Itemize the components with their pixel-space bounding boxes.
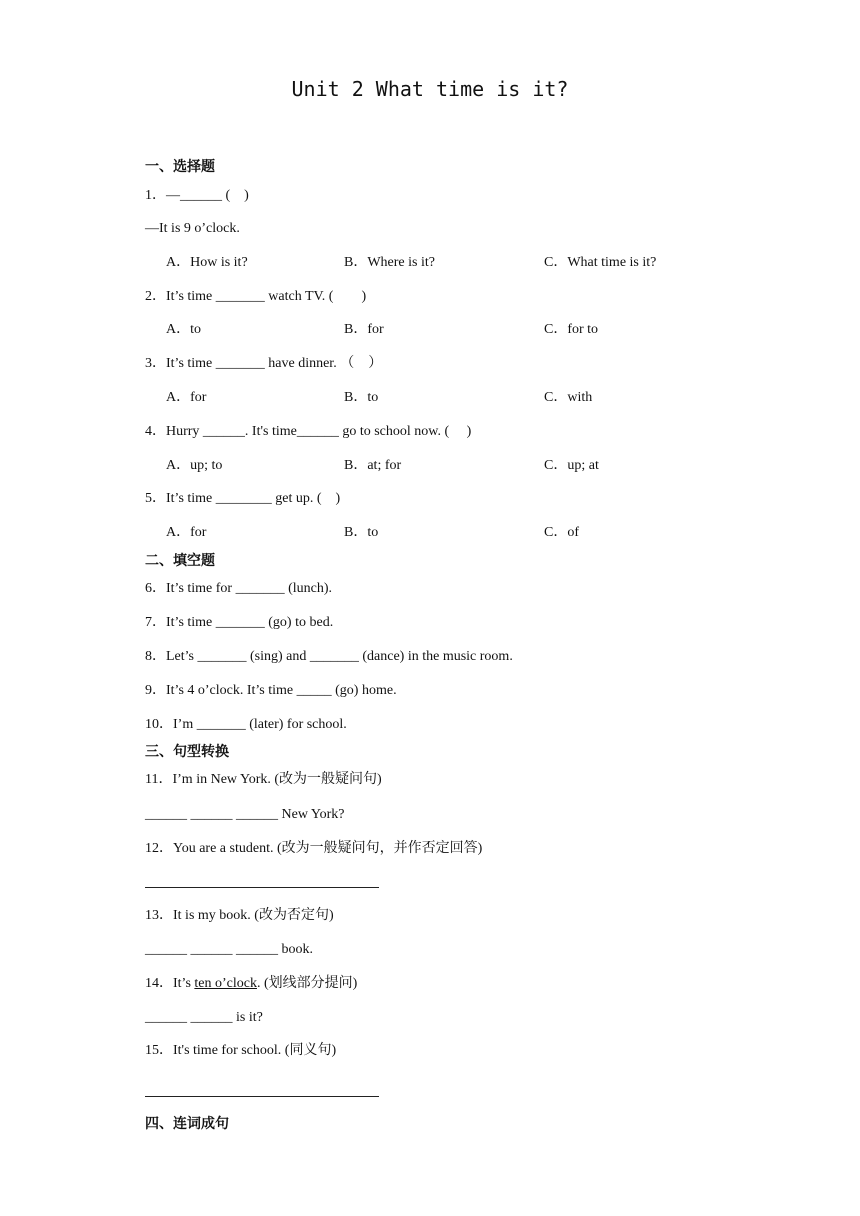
section-heading-transform: 三、句型转换 bbox=[145, 744, 229, 760]
question-4-option-c: C．up; at bbox=[544, 458, 599, 473]
page-title: Unit 2 What time is it? bbox=[291, 77, 569, 101]
question-11-stem: 11．I’m in New York. (改为一般疑问句) bbox=[145, 772, 382, 787]
question-8: 8．Let’s _______ (sing) and _______ (dance) in the music room. bbox=[145, 649, 513, 664]
question-3-stem: 3．It’s time _______ have dinner. （ ） bbox=[145, 356, 383, 371]
question-4-stem: 4．Hurry ______. It's time______ go to school now. ( ) bbox=[145, 424, 472, 439]
question-13-stem: 13．It is my book. (改为否定句) bbox=[145, 908, 334, 923]
question-2-option-b: B．for bbox=[344, 322, 384, 337]
question-10: 10．I’m _______ (later) for school. bbox=[145, 717, 347, 732]
question-9: 9．It’s 4 o’clock. It’s time _____ (go) home. bbox=[145, 683, 397, 698]
section-heading-choice: 一、选择题 bbox=[145, 159, 215, 175]
question-13-answer: ______ ______ ______ book. bbox=[145, 942, 313, 957]
question-1-line2: —It is 9 o’clock. bbox=[145, 221, 240, 236]
question-4-option-b: B．at; for bbox=[344, 458, 402, 473]
question-11-answer: ______ ______ ______ New York? bbox=[145, 807, 345, 822]
question-5-option-a: A．for bbox=[166, 525, 207, 540]
question-15-stem: 15．It's time for school. (同义句) bbox=[145, 1043, 337, 1058]
section-heading-fill: 二、填空题 bbox=[145, 553, 215, 569]
question-1-stem: 1．—______ ( ) bbox=[145, 188, 249, 203]
question-14-answer: ______ ______ is it? bbox=[145, 1010, 263, 1025]
question-1-option-a: A．How is it? bbox=[166, 255, 248, 270]
question-14-underlined-phrase: ten o’clock bbox=[194, 976, 257, 991]
question-3-option-c: C．with bbox=[544, 390, 593, 405]
question-5-option-b: B．to bbox=[344, 525, 379, 540]
question-1-option-b: B．Where is it? bbox=[344, 255, 435, 270]
question-2-option-c: C．for to bbox=[544, 322, 599, 337]
question-2-stem: 2．It’s time _______ watch TV. ( ) bbox=[145, 289, 367, 304]
question-3-option-b: B．to bbox=[344, 390, 379, 405]
question-14-stem-pre: 14．It’s bbox=[145, 976, 195, 991]
question-4-option-a: A．up; to bbox=[166, 458, 223, 473]
section-heading-word-order: 四、连词成句 bbox=[145, 1116, 229, 1132]
question-7: 7．It’s time _______ (go) to bed. bbox=[145, 615, 334, 630]
answer-line-15 bbox=[145, 1096, 379, 1097]
question-12-stem: 12．You are a student. (改为一般疑问句，并作否定回答) bbox=[145, 841, 483, 856]
question-6: 6．It’s time for _______ (lunch). bbox=[145, 581, 333, 596]
question-2-option-a: A．to bbox=[166, 322, 201, 337]
question-5-option-c: C．of bbox=[544, 525, 579, 540]
question-3-option-a: A．for bbox=[166, 390, 207, 405]
question-14-stem bbox=[145, 975, 357, 993]
answer-line-12 bbox=[145, 887, 379, 888]
question-14-stem-post: . (划线部分提问) bbox=[256, 976, 358, 991]
question-1-option-c: C．What time is it? bbox=[544, 255, 657, 270]
question-5-stem: 5．It’s time ________ get up. ( ) bbox=[145, 491, 341, 506]
